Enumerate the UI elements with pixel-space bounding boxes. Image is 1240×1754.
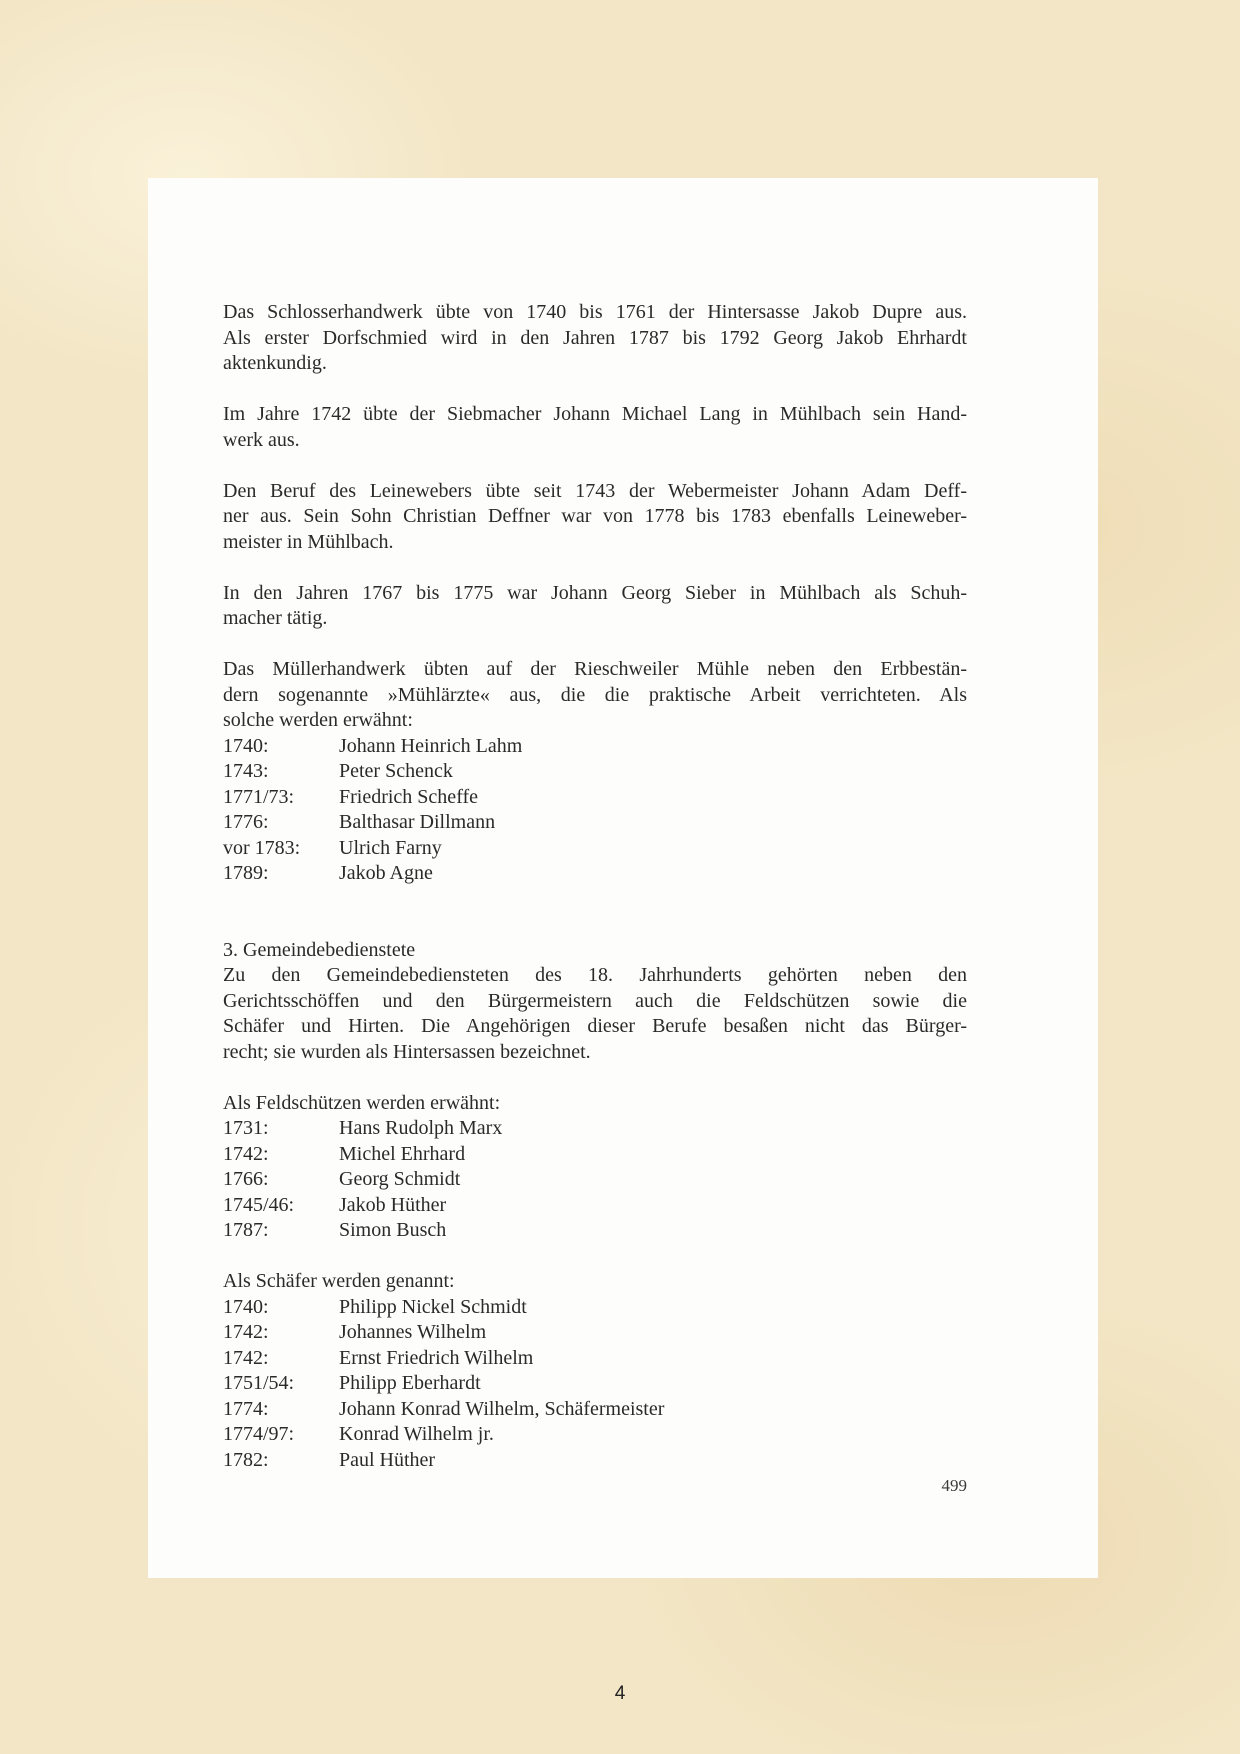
list-year: 1742: [223,1346,269,1369]
footer-page-number: 4 [614,1683,626,1704]
page-text [223,300,967,1473]
list-name: Friedrich Scheffe [339,785,479,808]
list-item [223,785,967,811]
list-name: Balthasar Dillmann [339,811,496,833]
list-item [223,1448,967,1474]
section-heading: 3. Gemeindebedienstete [223,938,416,961]
list-item [223,810,967,836]
list-item [223,861,967,887]
list-year: 1742: [223,1321,269,1343]
list-name: Jakob Hüther [339,1193,447,1216]
list-year: 1774/97: [223,1423,295,1445]
list-name: Paul Hüther [339,1448,436,1471]
list-name: Philipp Eberhardt [339,1372,481,1394]
list-year: 1789: [223,862,269,884]
shepherds-intro: Als Schäfer werden genannt: [223,1270,455,1292]
field-guards-intro: Als Feldschützen werden erwähnt: [223,1091,501,1114]
list-year: 1771/73: [223,785,295,808]
list-year: 1742: [223,1142,269,1165]
paragraph-locksmith [223,300,967,377]
list-year: 1745/46: [223,1193,295,1216]
list-item [223,1397,967,1423]
list-item [223,1346,967,1372]
list-year: 1766: [223,1168,269,1190]
list-name: Konrad Wilhelm jr. [339,1423,494,1445]
text-line: Schäfer und Hirten. Die Angehörigen dieser Berufe besaßen nicht das Bürger- [223,1015,967,1037]
list-shepherds [223,1295,967,1474]
list-item [223,1371,967,1397]
list-year: 1787: [223,1219,269,1241]
list-year: 1776: [223,811,269,833]
list-item [223,1320,967,1346]
text-line: aktenkundig. [223,352,327,374]
text-line: recht; sie wurden als Hintersassen bezeichnet. [223,1040,591,1063]
text-line: ner aus. Sein Sohn Christian Deffner war von 1778 bis 1783 ebenfalls Leineweber- [223,505,967,527]
list-item [223,1218,967,1244]
paragraph-shoemaker [223,581,967,632]
text-line: dern sogenannte »Mühlärzte« aus, die die praktische Arbeit verrichteten. Als [223,683,967,706]
text-line: solche werden erwähnt: [223,709,413,731]
list-name: Hans Rudolph Marx [339,1117,503,1139]
list-name: Ernst Friedrich Wilhelm [339,1346,534,1369]
list-item [223,1116,967,1142]
text-line: Den Beruf des Leinewebers übte seit 1743 der Webermeister Johann Adam Deff- [223,479,967,502]
paragraph-sieve-maker [223,402,967,453]
text-line: Zu den Gemeindebediensteten des 18. Jahrhunderts gehörten neben den [223,964,967,986]
paragraph-community-servants [223,963,967,1065]
list-name: Johann Heinrich Lahm [339,734,523,757]
text-line: Das Müllerhandwerk übten auf der Rieschweiler Mühle neben den Erbbestän- [223,658,967,680]
spacer [223,912,967,938]
list-year: vor 1783: [223,836,301,859]
list-name: Georg Schmidt [339,1168,461,1190]
list-item [223,759,967,785]
list-year: 1740: [223,734,269,757]
text-line: meister in Mühlbach. [223,530,394,553]
list-item [223,836,967,862]
list-item [223,1295,967,1321]
list-field-guards [223,1116,967,1244]
list-name: Ulrich Farny [339,836,442,859]
paragraph-miller [223,657,967,734]
list-item [223,1167,967,1193]
text-line: Das Schlosserhandwerk übte von 1740 bis 1761 der Hintersasse Jakob Dupre aus. [223,301,967,323]
list-year: 1774: [223,1397,269,1420]
list-name: Jakob Agne [339,862,433,884]
text-line: Gerichtsschöffen und den Bürgermeistern auch die Feldschützen sowie die [223,989,967,1012]
list-item [223,734,967,760]
page-number: 499 [941,1476,967,1495]
text-line: In den Jahren 1767 bis 1775 war Johann Georg Sieber in Mühlbach als Schuh- [223,581,967,604]
paragraph-weaver [223,479,967,556]
text-line: Als erster Dorfschmied wird in den Jahren 1787 bis 1792 Georg Jakob Ehrhardt [223,326,967,349]
list-name: Johannes Wilhelm [339,1321,487,1343]
list-millers [223,734,967,887]
text-line: werk aus. [223,428,300,451]
list-item [223,1193,967,1219]
list-year: 1743: [223,760,269,782]
text-line: macher tätig. [223,607,328,629]
list-year: 1782: [223,1448,269,1471]
list-name: Simon Busch [339,1219,447,1241]
list-name: Johann Konrad Wilhelm, Schäfermeister [339,1397,665,1420]
list-name: Philipp Nickel Schmidt [339,1295,527,1318]
list-item [223,1142,967,1168]
list-year: 1731: [223,1117,269,1139]
list-name: Michel Ehrhard [339,1142,466,1165]
list-name: Peter Schenck [339,760,453,782]
list-item [223,1422,967,1448]
list-year: 1751/54: [223,1372,295,1394]
text-line: Im Jahre 1742 übte der Siebmacher Johann Michael Lang in Mühlbach sein Hand- [223,403,967,425]
list-year: 1740: [223,1295,269,1318]
